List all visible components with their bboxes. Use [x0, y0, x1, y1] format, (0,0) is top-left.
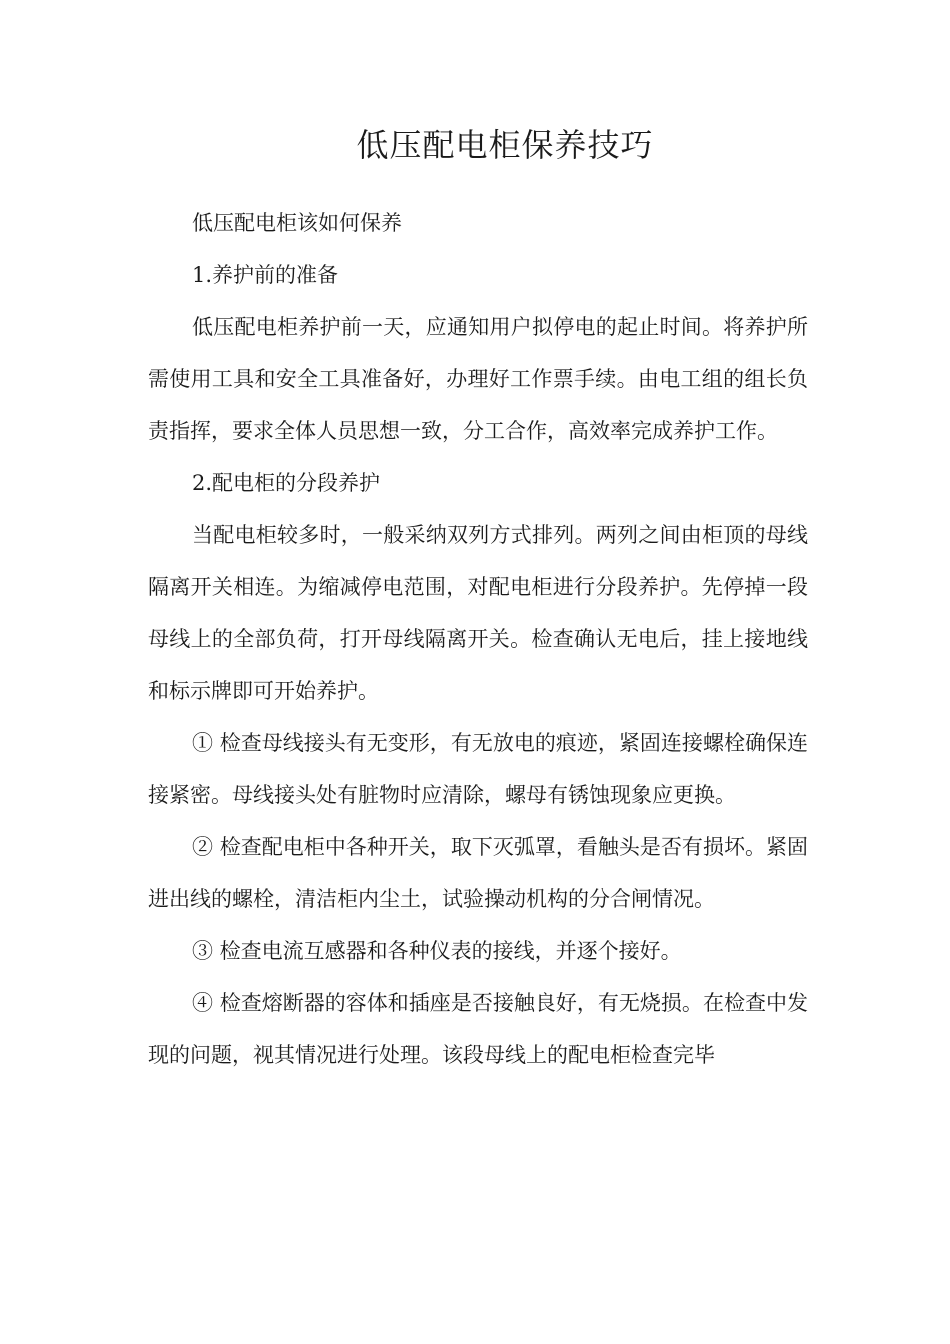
list-item: ③ 检查电流互感器和各种仪表的接线，并逐个接好。 — [192, 939, 682, 963]
list-item: ① 检查母线接头有无变形，有无放电的痕迹，紧固连接螺栓确保连接紧密。母线接头处有脏物时应清除，螺母有锈蚀现象应更换。 — [148, 731, 808, 807]
list-item: ④ 检查熔断器的容体和插座是否接触良好，有无烧损。在检查中发现的问题，视其情况进行处理。该段母线上的配电柜检查完毕 — [148, 991, 808, 1067]
list-item: ② 检查配电柜中各种开关，取下灭弧罩，看触头是否有损坏。紧固进出线的螺栓，清洁柜内尘土，试验操动机构的分合闸情况。 — [148, 835, 808, 911]
document-title: 低压配电柜保养技巧 — [356, 126, 654, 164]
section-heading: 2.配电柜的分段养护 — [192, 471, 381, 495]
section-heading: 1.养护前的准备 — [192, 263, 339, 287]
document-body — [148, 197, 808, 1081]
paragraph: 当配电柜较多时，一般采纳双列方式排列。两列之间由柜顶的母线隔离开关相连。为缩减停电范围，对配电柜进行分段养护。先停掉一段母线上的全部负荷，打开母线隔离开关。检查确认无电后，挂上接地线和标示牌即可开始养护。 — [148, 523, 808, 703]
paragraph: 低压配电柜养护前一天，应通知用户拟停电的起止时间。将养护所需使用工具和安全工具准备好，办理好工作票手续。由电工组的组长负责指挥，要求全体人员思想一致，分工合作，高效率完成养护工作。 — [148, 315, 808, 443]
section-heading: 低压配电柜该如何保养 — [192, 211, 402, 235]
